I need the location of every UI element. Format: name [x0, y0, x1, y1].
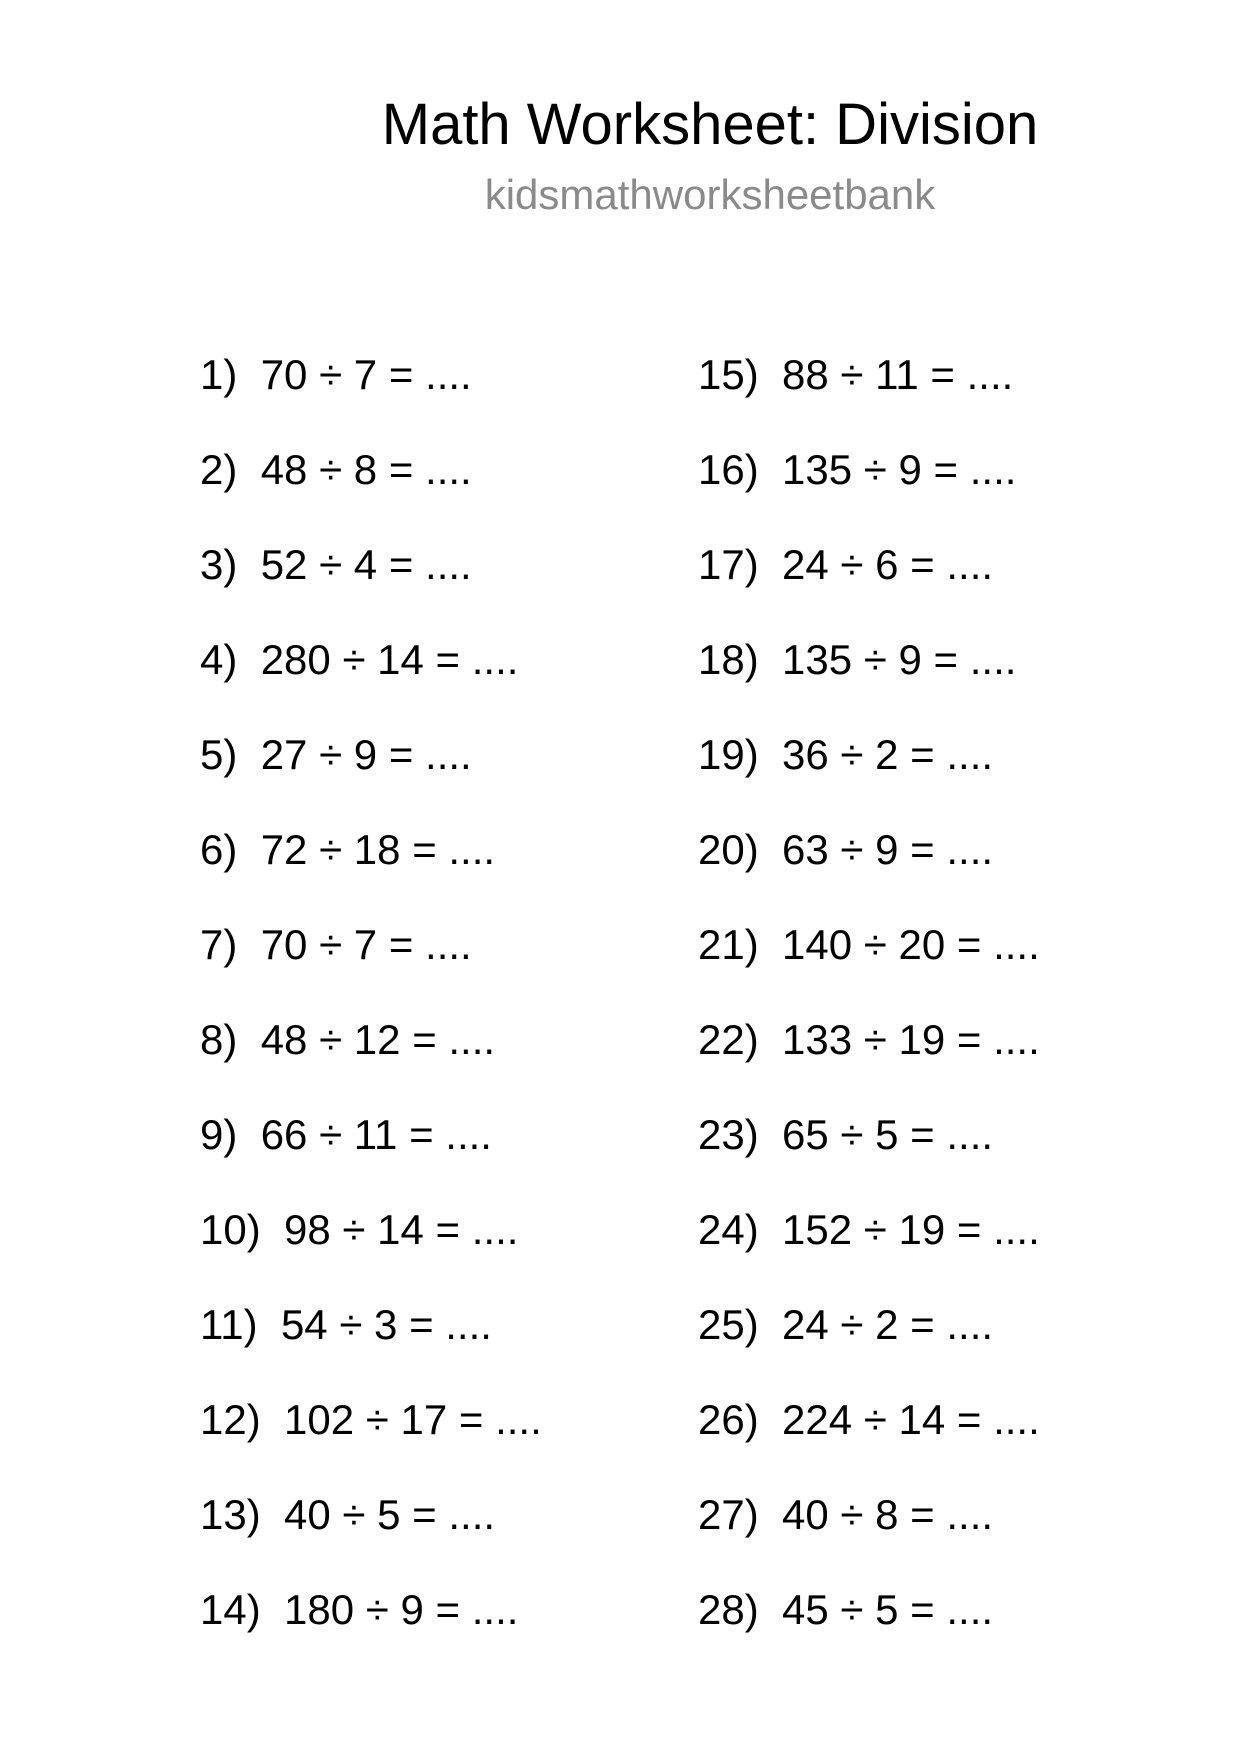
problem-number: 14)	[200, 1586, 261, 1633]
problem-expression: 40 ÷ 5 = ....	[284, 1491, 496, 1538]
problem-number: 19)	[698, 731, 759, 778]
problem-item	[698, 1490, 1040, 1585]
problem-item	[698, 920, 1040, 1015]
problem-number: 6)	[200, 826, 238, 873]
problem-expression: 224 ÷ 14 = ....	[782, 1396, 1040, 1443]
problem-number: 25)	[698, 1301, 759, 1348]
problem-expression: 72 ÷ 18 = ....	[260, 826, 496, 873]
problem-expression: 36 ÷ 2 = ....	[782, 731, 994, 778]
problem-expression: 52 ÷ 4 = ....	[260, 541, 472, 588]
problem-number: 27)	[698, 1491, 759, 1538]
problem-expression: 140 ÷ 20 = ....	[782, 921, 1040, 968]
problem-item	[698, 1110, 1040, 1205]
problem-item	[200, 1300, 542, 1395]
problem-item	[200, 540, 542, 635]
problem-number: 11)	[200, 1301, 258, 1348]
problem-expression: 40 ÷ 8 = ....	[782, 1491, 994, 1538]
problem-expression: 102 ÷ 17 = ....	[284, 1396, 542, 1443]
problem-item	[698, 540, 1040, 635]
problem-item	[200, 1110, 542, 1205]
problem-expression: 24 ÷ 2 = ....	[782, 1301, 994, 1348]
problem-number: 20)	[698, 826, 759, 873]
problem-number: 16)	[698, 446, 759, 493]
problem-expression: 135 ÷ 9 = ....	[782, 636, 1017, 683]
problem-item	[698, 635, 1040, 730]
problem-number: 21)	[698, 921, 759, 968]
problem-number: 5)	[200, 731, 238, 778]
problem-item	[698, 1300, 1040, 1395]
problem-expression: 70 ÷ 7 = ....	[260, 351, 472, 398]
problem-number: 2)	[200, 446, 238, 493]
problem-item	[200, 1395, 542, 1490]
problem-expression: 45 ÷ 5 = ....	[782, 1586, 994, 1633]
problem-number: 4)	[200, 636, 238, 683]
problem-number: 15)	[698, 351, 759, 398]
problem-number: 9)	[200, 1111, 238, 1158]
problem-item	[200, 730, 542, 825]
problem-expression: 70 ÷ 7 = ....	[260, 921, 472, 968]
problem-expression: 133 ÷ 19 = ....	[782, 1016, 1040, 1063]
page-title: Math Worksheet: Division	[381, 92, 1039, 157]
problem-number: 26)	[698, 1396, 759, 1443]
problem-expression: 54 ÷ 3 = ....	[280, 1301, 492, 1348]
problem-number: 24)	[698, 1206, 759, 1253]
problem-expression: 152 ÷ 19 = ....	[782, 1206, 1040, 1253]
page-subtitle: kidsmathworksheetbank	[484, 171, 936, 218]
problem-item	[698, 730, 1040, 825]
problem-expression: 280 ÷ 14 = ....	[260, 636, 519, 683]
problem-number: 28)	[698, 1586, 759, 1633]
problem-item	[200, 1490, 542, 1585]
problem-expression: 88 ÷ 11 = ....	[782, 351, 1014, 398]
problem-number: 8)	[200, 1016, 238, 1063]
problem-item	[698, 1015, 1040, 1110]
problem-number: 23)	[698, 1111, 759, 1158]
problem-number: 3)	[200, 541, 238, 588]
problem-expression: 48 ÷ 12 = ....	[260, 1016, 496, 1063]
problem-expression: 66 ÷ 11 = ....	[260, 1111, 492, 1158]
problem-item	[200, 350, 542, 445]
problem-item	[698, 350, 1040, 445]
problem-item	[200, 1585, 542, 1680]
problem-item	[698, 1205, 1040, 1300]
problem-expression: 27 ÷ 9 = ....	[260, 731, 472, 778]
problem-expression: 135 ÷ 9 = ....	[782, 446, 1017, 493]
problem-item	[200, 635, 542, 730]
problem-number: 13)	[200, 1491, 261, 1538]
problem-number: 12)	[200, 1396, 261, 1443]
problem-number: 17)	[698, 541, 759, 588]
problem-expression: 48 ÷ 8 = ....	[260, 446, 472, 493]
problem-item	[200, 920, 542, 1015]
problem-expression: 180 ÷ 9 = ....	[284, 1586, 519, 1633]
problem-number: 22)	[698, 1016, 759, 1063]
problem-number: 7)	[200, 921, 238, 968]
problem-expression: 65 ÷ 5 = ....	[782, 1111, 994, 1158]
problem-item	[698, 445, 1040, 540]
problem-item	[200, 1205, 542, 1300]
problem-item	[698, 1395, 1040, 1490]
problem-item	[200, 445, 542, 540]
problem-number: 18)	[698, 636, 759, 683]
problem-item	[200, 1015, 542, 1110]
problem-item	[698, 825, 1040, 920]
problem-number: 1)	[200, 351, 238, 398]
problem-expression: 63 ÷ 9 = ....	[782, 826, 994, 873]
problem-number: 10)	[200, 1206, 261, 1253]
problem-item	[200, 825, 542, 920]
problems-column-left	[200, 350, 542, 1680]
problem-expression: 98 ÷ 14 = ....	[284, 1206, 519, 1253]
worksheet-header	[370, 92, 1050, 218]
problems-column-right	[698, 350, 1040, 1680]
problem-item	[698, 1585, 1040, 1680]
problem-expression: 24 ÷ 6 = ....	[782, 541, 994, 588]
